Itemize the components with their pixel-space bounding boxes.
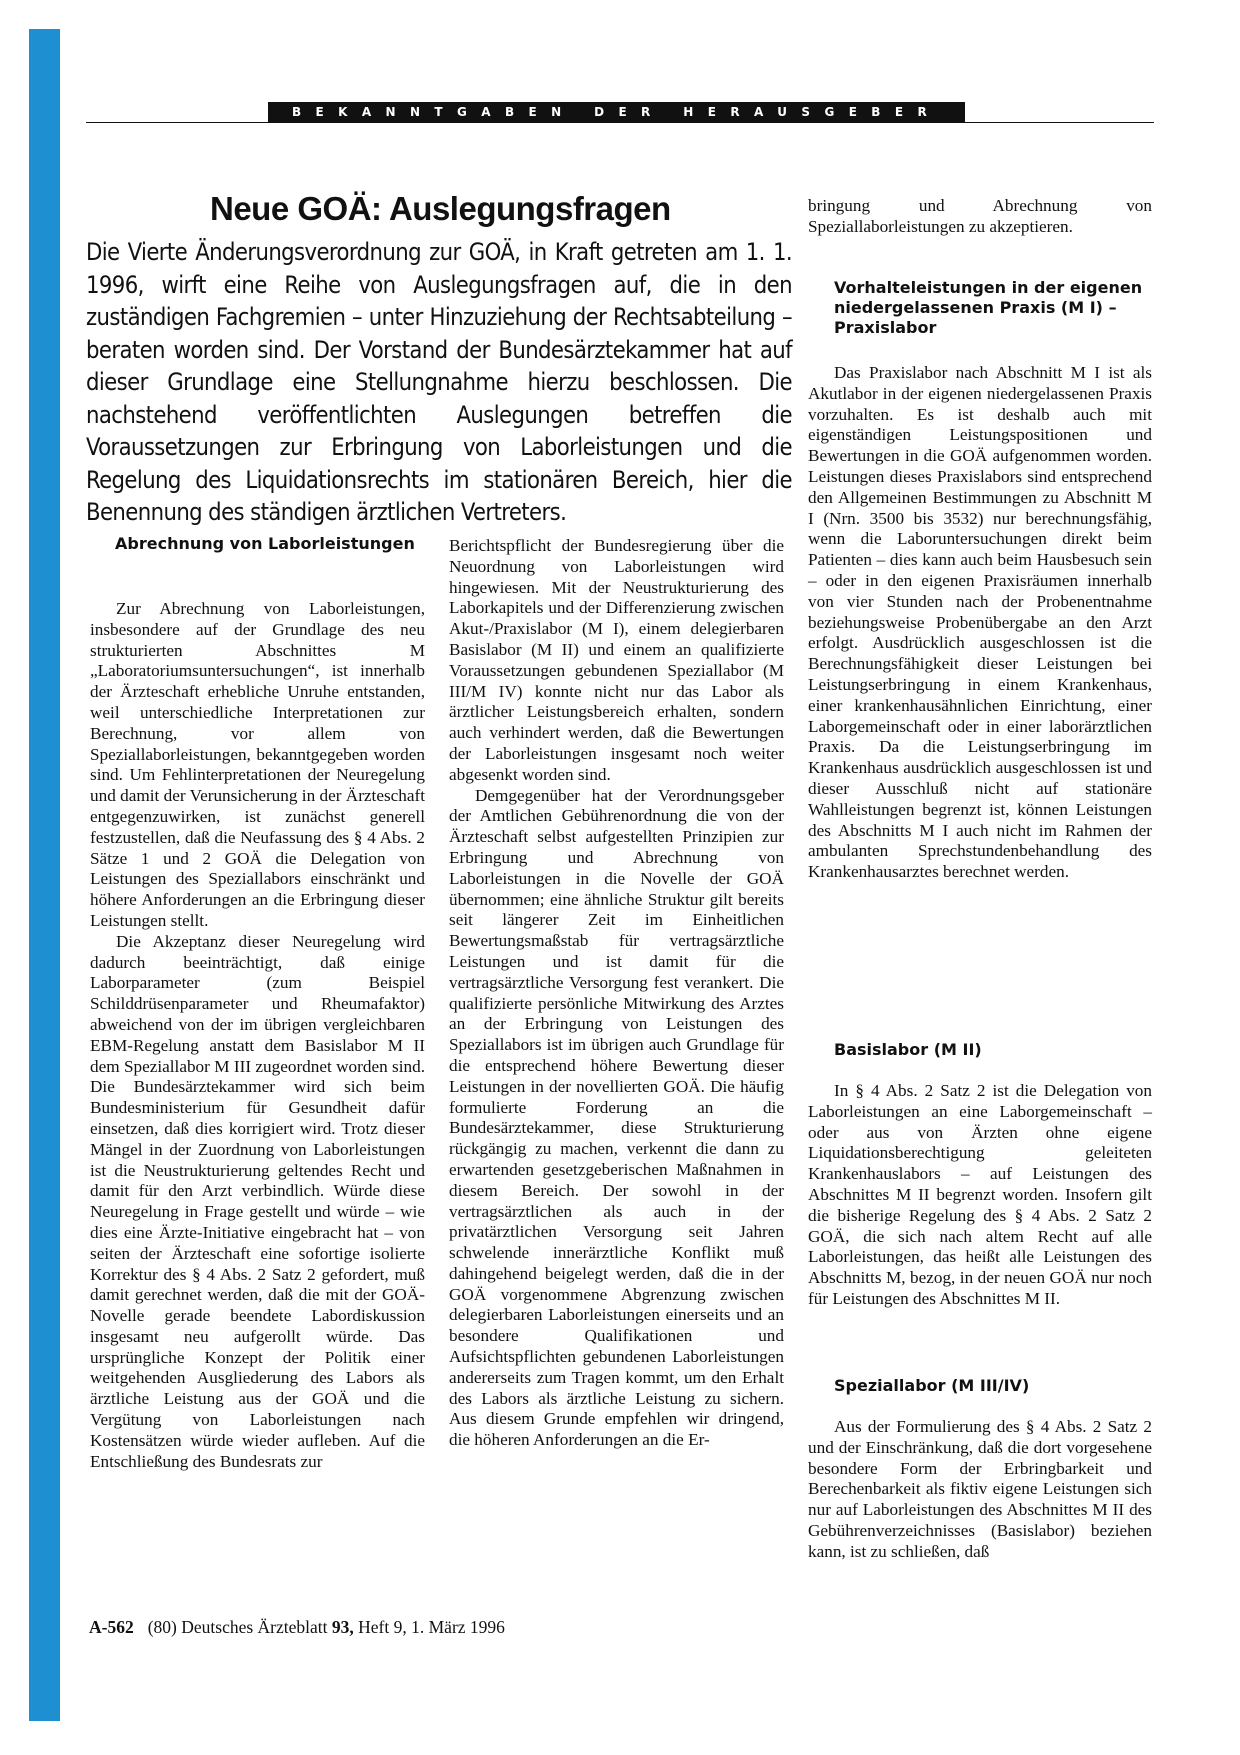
section-rubric: BEKANNTGABEN DER HERAUSGEBER xyxy=(268,102,965,123)
blue-margin-bar xyxy=(29,29,60,1721)
text-column-2 xyxy=(449,536,784,1451)
citation-volume: 93, xyxy=(331,1617,354,1637)
heading-speziallabor: Speziallabor (M III/IV) xyxy=(834,1376,1030,1395)
article-title: Neue GOÄ: Auslegungsfragen xyxy=(210,190,671,227)
col1-paragraph-2: Die Akzeptanz dieser Neuregelung wird dadurch beeinträchtigt, daß einige Laborparameter (zum Beispiel Schilddrüsenparameter und Rheumafaktor) abweichend von der im übrigen vergleichbaren EBM-Regelung anstatt dem Basislabor M II dem Speziallabor M III zugeordnet worden sind. Die Bundesärztekammer wird sich beim Bundesministerium für Gesundheit dafür einsetzen, daß dies korrigiert wird. Trotz dieser Mängel in der Zuordnung von Laborleistungen ist die Neustrukturierung geltendes Recht und damit für den Arzt verbindlich. Würde diese Neuregelung in Frage gestellt und würde – wie dies eine Ärzte-Initiative eingebracht hat – von seiten der Ärzteschaft eine sofortige isolierte Korrektur des § 4 Abs. 2 Satz 2 gefordert, muß damit gerechnet werden, daß die mit der GOÄ-Novelle gerade beendete Labordiskussion insgesamt neu aufgerollt würde. Das ursprüngliche Konzept der Politik einer weitgehenden Ausgliederung des Labors als ärztliche Leistung aus der GOÄ und die Vergütung von Laborleistungen nach Kostensätzen würde wieder aufleben. Auf die Entschließung des Bundesrats zur xyxy=(90,931,425,1471)
text-column-3-b xyxy=(808,1081,1152,1310)
heading-abrechnung: Abrechnung von Laborleistungen xyxy=(115,534,415,553)
col3-paragraph-c: Aus der Formulierung des § 4 Abs. 2 Satz 2 und der Einschränkung, daß die dort vorgesehene besondere Form der Erbringbarkeit und Berechenbarkeit als fiktiv eigene Leistungen sich nur auf Laborleistungen des Abschnittes M II des Gebührenverzeichnisses (Basislabor) beziehen kann, ist zu schließen, daß xyxy=(808,1417,1152,1561)
col2-paragraph-1: Berichtspflicht der Bundesregierung über die Neuordnung von Laborleistungen wird hingewiesen. Mit der Neustrukturierung des Laborkapitels und der Differenzierung zwischen Akut-/Praxislabor (M I), einem delegierbaren Basislabor (M II) und einem an qualifizierte Voraussetzungen gebundenen Speziallabor (M III/M IV) konnte nicht nur das Labor als ärztlicher Leistungsbereich erhalten, sondern auch verhindert werden, daß die Bewertungen der Laborleistungen insgesamt noch weiter abgesenkt worden sind. xyxy=(449,536,784,784)
text-column-1 xyxy=(90,599,425,1472)
col3-paragraph-0: bringung und Abrechnung von Speziallaborleistungen zu akzeptieren. xyxy=(808,196,1152,236)
col1-paragraph-1: Zur Abrechnung von Laborleistungen, insbesondere auf der Grundlage des neu strukturierten Abschnittes M „Laboratoriumsuntersuchungen“, ist innerhalb der Ärzteschaft erhebliche Unruhe entstanden, weil unterschiedliche Interpretationen zur Berechnung, vor allem von Speziallaborleistungen, bekanntgegeben worden sind. Um Fehlinterpretationen der Neuregelung und damit der Verunsicherung in der Ärzteschaft entgegenzuwirken, ist zunächst generell festzustellen, daß die Neufassung des § 4 Abs. 2 Sätze 1 und 2 GOÄ die Delegation von Leistungen des Speziallabors einschränkt und höhere Anforderungen an die Erbringung dieser Leistungen stellt. xyxy=(90,599,425,930)
page-number: A-562 xyxy=(89,1617,134,1637)
article-lead: Die Vierte Änderungsverordnung zur GOÄ, in Kraft getreten am 1. 1. 1996, wirft eine Reihe von Auslegungsfragen auf, die in den zuständigen Fachgremien – unter Hinzuziehung der Rechtsabteilung – beraten worden sind. Der Vorstand der Bundesärztekammer hat auf dieser Grundlage eine Stellungnahme hierzu beschlossen. Die nachstehend veröffentlichten Auslegungen betreffen die Voraussetzungen zur Erbringung von Laborleistungen und die Regelung des Liquidationsrechts im stationären Bereich, hier die Benennung des ständigen ärztlichen Vertreters. xyxy=(86,238,792,526)
citation-post: Heft 9, 1. März 1996 xyxy=(353,1617,505,1637)
citation-pre: (80) Deutsches Ärzteblatt xyxy=(147,1617,332,1637)
heading-praxislabor: Vorhalteleistungen in der eigenen niedergelassenen Praxis (M I) – Praxislabor xyxy=(834,278,1143,337)
text-column-3-a xyxy=(808,363,1152,883)
page-footer xyxy=(89,1617,505,1638)
text-column-3-c xyxy=(808,1417,1152,1563)
heading-basislabor: Basislabor (M II) xyxy=(834,1040,982,1059)
col2-paragraph-2: Demgegenüber hat der Verordnungsgeber der Amtlichen Gebührenordnung die von der Ärzteschaft selbst aufgestellten Prinzipien zur Erbringung und Abrechnung von Laborleistungen in die Novelle der GOÄ übernommen; eine ähnliche Struktur gilt bereits seit längerer Zeit im Einheitlichen Bewertungsmaßstab für vertragsärztliche Leistungen und ist damit für die vertragsärztliche Versorgung fest verankert. Die qualifizierte persönliche Mitwirkung des Arztes an der Erbringung von Leistungen des Speziallabors ist im übrigen auch Grundlage für die entsprechend höhere Bewertung dieser Leistungen in der novellierten GOÄ. Die häufig formulierte Forderung an die Bundesärztekammer, diese Strukturierung rückgängig zu machen, verkennt die dann zu erwartenden gesetzgeberischen Maßnahmen in diesem Bereich. Der sowohl in der vertragsärztlichen als auch in der privatärztlichen Versorgung seit Jahren schwelende innerärztliche Konflikt muß dahingehend beigelegt werden, daß die in der GOÄ vorgenommene Abgrenzung zwischen delegierbaren Laborleistungen einerseits und an besondere Qualifikationen und Aufsichtspflichten gebundenen Laborleistungen andererseits zum Tragen kommt, um den Erhalt des Labors als ärztliche Leistung zu sichern. Aus diesem Grunde empfehlen wir dringend, die höheren Anforderungen an die Er- xyxy=(449,785,784,1450)
text-column-3-start xyxy=(808,196,1152,238)
col3-paragraph-a: Das Praxislabor nach Abschnitt M I ist als Akutlabor in der eigenen niedergelassenen Praxis vorzuhalten. Es ist deshalb auch mit eigenständigen Leistungspositionen und Bewertungen in die GOÄ aufgenommen worden. Leistungen dieses Praxislabors sind entsprechend den Allgemeinen Bestimmungen zu Abschnitt M I (Nrn. 3500 bis 3532) nur berechnungsfähig, wenn die Laboruntersuchungen direkt beim Patienten – dies kann auch beim Hausbesuch sein – oder in den eigenen Praxisräumen innerhalb von vier Stunden nach der Probenentnahme beziehungsweise Probenübergabe an den Arzt erfolgt. Ausdrücklich ausgeschlossen ist die Berechnungsfähigkeit dieser Leistungen bei Leistungserbringung in einem Krankenhaus, einer krankenhausähnlichen Einrichtung, einer Laborgemeinschaft oder in einer laborärztlichen Praxis. Da die Leistungserbringung im Krankenhaus ausdrücklich ausgeschlossen ist und dieser Ausschluß nicht auf stationäre Wahlleistungen begrenzt ist, können Leistungen des Abschnitts M I auch nicht im Rahmen der ambulanten Sprechstundenbehandlung des Krankenhausarztes berechnet werden. xyxy=(808,363,1152,882)
col3-paragraph-b: In § 4 Abs. 2 Satz 2 ist die Delegation von Laborleistungen an eine Laborgemeinschaft – oder aus von Ärzten ohne eigene Liquidationsberechtigung geleiteten Krankenhauslabors – auf Leistungen des Abschnittes M II begrenzt worden. Insofern gilt die bisherige Regelung des § 4 Abs. 2 Satz 2 GOÄ, die sich nach altem Recht auf alle Laborleistungen, das heißt alle Leistungen des Abschnitts M, bezog, in der neuen GOÄ nur noch für Leistungen des Abschnittes M II. xyxy=(808,1081,1152,1308)
